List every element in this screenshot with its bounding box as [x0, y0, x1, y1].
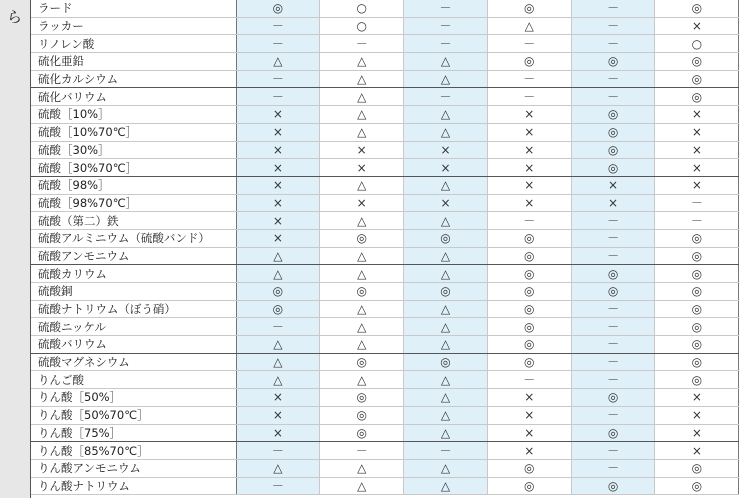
- resistance-rating-cell: －: [487, 88, 571, 106]
- resistance-rating-cell: ◎: [571, 159, 655, 177]
- resistance-rating-cell: ◎: [571, 265, 655, 283]
- resistance-rating-cell: △: [320, 53, 404, 71]
- resistance-rating-cell: △: [320, 123, 404, 141]
- resistance-rating-cell: ×: [236, 424, 320, 442]
- resistance-rating-cell: ◎: [655, 70, 739, 88]
- resistance-rating-cell: △: [320, 371, 404, 389]
- resistance-rating-cell: ×: [655, 17, 739, 35]
- resistance-rating-cell: ×: [320, 159, 404, 177]
- resistance-rating-cell: △: [320, 477, 404, 495]
- substance-name: 硫酸［30%］: [31, 141, 236, 159]
- resistance-rating-cell: ○: [320, 0, 404, 17]
- table-row: [31, 53, 739, 71]
- resistance-rating-cell: ◎: [571, 283, 655, 301]
- resistance-rating-cell: △: [236, 371, 320, 389]
- substance-name: 硫酸ナトリウム（ぼう硝）: [31, 300, 236, 318]
- substance-name: 硫酸アンモニウム: [31, 247, 236, 265]
- resistance-rating-cell: －: [320, 442, 404, 460]
- resistance-rating-cell: ◎: [320, 406, 404, 424]
- resistance-rating-cell: △: [487, 17, 571, 35]
- substance-name: りん酸［75%］: [31, 424, 236, 442]
- table-row: [31, 70, 739, 88]
- table-body: [31, 0, 739, 495]
- resistance-rating-cell: －: [571, 406, 655, 424]
- substance-name: りん酸［85%70℃］: [31, 442, 236, 460]
- table-row: [31, 389, 739, 407]
- resistance-rating-cell: △: [404, 424, 488, 442]
- table-row: [31, 176, 739, 194]
- resistance-rating-cell: －: [571, 0, 655, 17]
- resistance-rating-cell: △: [404, 300, 488, 318]
- resistance-rating-cell: ◎: [655, 247, 739, 265]
- resistance-rating-cell: ×: [487, 123, 571, 141]
- resistance-rating-cell: －: [571, 300, 655, 318]
- resistance-rating-cell: △: [404, 123, 488, 141]
- substance-name: 硫酸マグネシウム: [31, 353, 236, 371]
- substance-name: 硫化バリウム: [31, 88, 236, 106]
- substance-name: ラッカー: [31, 17, 236, 35]
- resistance-rating-cell: ◎: [655, 371, 739, 389]
- resistance-rating-cell: ×: [571, 176, 655, 194]
- resistance-rating-cell: －: [571, 17, 655, 35]
- resistance-rating-cell: △: [404, 70, 488, 88]
- resistance-rating-cell: △: [320, 88, 404, 106]
- resistance-rating-cell: －: [320, 35, 404, 53]
- resistance-rating-cell: －: [236, 70, 320, 88]
- table-row: [31, 318, 739, 336]
- substance-name: りん酸［50%70℃］: [31, 406, 236, 424]
- resistance-rating-cell: －: [571, 247, 655, 265]
- resistance-rating-cell: ×: [487, 424, 571, 442]
- resistance-rating-cell: △: [404, 212, 488, 230]
- resistance-rating-cell: ×: [655, 442, 739, 460]
- table-row: [31, 194, 739, 212]
- resistance-rating-cell: －: [236, 318, 320, 336]
- resistance-rating-cell: ◎: [655, 477, 739, 495]
- resistance-rating-cell: －: [404, 88, 488, 106]
- resistance-rating-cell: △: [236, 247, 320, 265]
- table-row: [31, 371, 739, 389]
- substance-name: りんご酸: [31, 371, 236, 389]
- resistance-rating-cell: ◎: [655, 53, 739, 71]
- resistance-rating-cell: ×: [487, 194, 571, 212]
- resistance-rating-cell: △: [404, 247, 488, 265]
- resistance-rating-cell: ◎: [404, 353, 488, 371]
- resistance-rating-cell: －: [571, 459, 655, 477]
- resistance-rating-cell: ×: [320, 141, 404, 159]
- resistance-rating-cell: ×: [404, 194, 488, 212]
- resistance-rating-cell: －: [236, 88, 320, 106]
- substance-name: 硫酸［30%70℃］: [31, 159, 236, 177]
- resistance-rating-cell: ×: [487, 389, 571, 407]
- resistance-rating-cell: ×: [655, 123, 739, 141]
- resistance-rating-cell: △: [404, 265, 488, 283]
- substance-name: 硫酸（第二）鉄: [31, 212, 236, 230]
- resistance-rating-cell: ×: [655, 159, 739, 177]
- resistance-rating-cell: △: [236, 353, 320, 371]
- substance-name: 硫酸［98%］: [31, 176, 236, 194]
- resistance-rating-cell: ×: [655, 106, 739, 124]
- resistance-rating-cell: ◎: [404, 283, 488, 301]
- resistance-rating-cell: ×: [655, 141, 739, 159]
- resistance-rating-cell: ◎: [487, 0, 571, 17]
- resistance-rating-cell: ◎: [571, 123, 655, 141]
- resistance-rating-cell: △: [320, 336, 404, 354]
- resistance-rating-cell: △: [404, 106, 488, 124]
- substance-name: 硫酸［98%70℃］: [31, 194, 236, 212]
- resistance-rating-cell: －: [571, 353, 655, 371]
- resistance-rating-cell: －: [236, 35, 320, 53]
- resistance-rating-cell: △: [320, 70, 404, 88]
- resistance-rating-cell: ◎: [487, 318, 571, 336]
- resistance-rating-cell: ×: [404, 141, 488, 159]
- resistance-rating-cell: ◎: [571, 141, 655, 159]
- resistance-rating-cell: －: [236, 17, 320, 35]
- resistance-rating-cell: △: [404, 389, 488, 407]
- resistance-rating-cell: －: [571, 371, 655, 389]
- substance-name: ラード: [31, 0, 236, 17]
- resistance-rating-cell: △: [404, 406, 488, 424]
- resistance-rating-cell: ◎: [320, 229, 404, 247]
- resistance-rating-cell: ◎: [320, 389, 404, 407]
- resistance-rating-cell: ×: [655, 389, 739, 407]
- resistance-rating-cell: ◎: [320, 353, 404, 371]
- table-row: [31, 477, 739, 495]
- table-row: [31, 336, 739, 354]
- resistance-rating-cell: ◎: [236, 0, 320, 17]
- resistance-rating-cell: ◎: [655, 336, 739, 354]
- resistance-rating-cell: ○: [655, 35, 739, 53]
- substance-name: 硫酸［10%70℃］: [31, 123, 236, 141]
- resistance-rating-cell: ◎: [487, 336, 571, 354]
- resistance-rating-cell: －: [404, 17, 488, 35]
- resistance-rating-cell: ◎: [655, 0, 739, 17]
- table-row: [31, 229, 739, 247]
- resistance-rating-cell: －: [404, 0, 488, 17]
- table-row: [31, 247, 739, 265]
- table-row: [31, 283, 739, 301]
- resistance-rating-cell: ×: [655, 176, 739, 194]
- resistance-rating-cell: ◎: [655, 318, 739, 336]
- resistance-rating-cell: －: [236, 477, 320, 495]
- table-row: [31, 300, 739, 318]
- resistance-rating-cell: △: [236, 265, 320, 283]
- resistance-rating-cell: ○: [320, 17, 404, 35]
- resistance-rating-cell: △: [404, 318, 488, 336]
- resistance-rating-cell: －: [571, 70, 655, 88]
- resistance-rating-cell: ◎: [236, 300, 320, 318]
- resistance-rating-cell: ◎: [571, 53, 655, 71]
- resistance-rating-cell: ◎: [655, 459, 739, 477]
- resistance-rating-cell: △: [320, 300, 404, 318]
- resistance-rating-cell: ◎: [487, 247, 571, 265]
- resistance-rating-cell: △: [236, 53, 320, 71]
- resistance-rating-cell: ◎: [487, 283, 571, 301]
- table-row: [31, 17, 739, 35]
- resistance-rating-cell: ◎: [571, 424, 655, 442]
- table-row: [31, 35, 739, 53]
- resistance-rating-cell: ◎: [236, 283, 320, 301]
- resistance-rating-cell: △: [320, 265, 404, 283]
- resistance-rating-cell: －: [571, 336, 655, 354]
- resistance-rating-cell: △: [320, 318, 404, 336]
- resistance-rating-cell: ◎: [655, 283, 739, 301]
- resistance-rating-cell: ×: [236, 406, 320, 424]
- substance-name: りん酸アンモニウム: [31, 459, 236, 477]
- resistance-rating-cell: ◎: [487, 459, 571, 477]
- resistance-rating-cell: ×: [487, 442, 571, 460]
- table-row: [31, 265, 739, 283]
- resistance-rating-cell: ×: [320, 194, 404, 212]
- resistance-rating-cell: －: [571, 229, 655, 247]
- resistance-rating-cell: ◎: [571, 389, 655, 407]
- resistance-rating-cell: ×: [236, 212, 320, 230]
- resistance-rating-cell: ×: [655, 406, 739, 424]
- resistance-rating-cell: △: [320, 212, 404, 230]
- resistance-rating-cell: ◎: [571, 106, 655, 124]
- table-row: [31, 141, 739, 159]
- section-index-char: ら: [7, 8, 23, 26]
- table-row: [31, 106, 739, 124]
- resistance-rating-cell: △: [404, 477, 488, 495]
- resistance-rating-cell: ×: [487, 106, 571, 124]
- resistance-rating-cell: ×: [236, 389, 320, 407]
- resistance-rating-cell: －: [404, 35, 488, 53]
- resistance-rating-cell: －: [487, 371, 571, 389]
- resistance-rating-cell: ◎: [655, 353, 739, 371]
- substance-name: 硫酸アルミニウム（硫酸バンド）: [31, 229, 236, 247]
- table-row: [31, 159, 739, 177]
- resistance-rating-cell: ×: [487, 159, 571, 177]
- resistance-rating-cell: △: [320, 459, 404, 477]
- resistance-rating-cell: ×: [487, 141, 571, 159]
- section-index-column: [0, 0, 31, 498]
- resistance-rating-cell: －: [655, 212, 739, 230]
- resistance-table: [31, 0, 739, 495]
- table-row: [31, 123, 739, 141]
- resistance-rating-cell: －: [571, 35, 655, 53]
- resistance-rating-cell: ◎: [320, 424, 404, 442]
- table-row: [31, 406, 739, 424]
- resistance-rating-cell: ×: [571, 194, 655, 212]
- resistance-rating-cell: ×: [236, 194, 320, 212]
- resistance-rating-cell: －: [571, 212, 655, 230]
- resistance-rating-cell: －: [571, 442, 655, 460]
- resistance-rating-cell: －: [571, 318, 655, 336]
- resistance-rating-cell: ◎: [655, 88, 739, 106]
- resistance-rating-cell: －: [655, 194, 739, 212]
- resistance-rating-cell: △: [320, 176, 404, 194]
- resistance-rating-cell: ◎: [655, 300, 739, 318]
- substance-name: りん酸［50%］: [31, 389, 236, 407]
- resistance-rating-cell: －: [487, 212, 571, 230]
- resistance-rating-cell: ×: [236, 159, 320, 177]
- table-row: [31, 212, 739, 230]
- resistance-rating-cell: ×: [236, 176, 320, 194]
- resistance-rating-cell: ×: [487, 176, 571, 194]
- resistance-rating-cell: △: [236, 459, 320, 477]
- substance-name: 硫酸［10%］: [31, 106, 236, 124]
- resistance-rating-cell: ◎: [487, 53, 571, 71]
- resistance-rating-cell: ◎: [487, 477, 571, 495]
- resistance-rating-cell: －: [404, 442, 488, 460]
- resistance-rating-cell: －: [487, 70, 571, 88]
- resistance-rating-cell: △: [404, 371, 488, 389]
- resistance-rating-cell: ×: [236, 123, 320, 141]
- resistance-rating-cell: △: [404, 459, 488, 477]
- resistance-rating-cell: △: [236, 336, 320, 354]
- resistance-rating-cell: △: [320, 247, 404, 265]
- resistance-rating-cell: －: [487, 35, 571, 53]
- resistance-rating-cell: ◎: [404, 229, 488, 247]
- table-row: [31, 88, 739, 106]
- resistance-rating-cell: －: [236, 442, 320, 460]
- substance-name: りん酸ナトリウム: [31, 477, 236, 495]
- table-row: [31, 459, 739, 477]
- resistance-rating-cell: ◎: [487, 265, 571, 283]
- resistance-rating-cell: ◎: [655, 229, 739, 247]
- substance-name: 硫酸銅: [31, 283, 236, 301]
- resistance-rating-cell: △: [404, 53, 488, 71]
- table-row: [31, 353, 739, 371]
- substance-name: 硫酸カリウム: [31, 265, 236, 283]
- table-row: [31, 0, 739, 17]
- table-row: [31, 442, 739, 460]
- resistance-rating-cell: ◎: [487, 229, 571, 247]
- resistance-rating-cell: △: [404, 336, 488, 354]
- substance-name: 硫化カルシウム: [31, 70, 236, 88]
- resistance-rating-cell: ◎: [487, 300, 571, 318]
- substance-name: 硫化亜鉛: [31, 53, 236, 71]
- substance-name: 硫酸ニッケル: [31, 318, 236, 336]
- resistance-rating-cell: ×: [236, 141, 320, 159]
- resistance-rating-cell: ◎: [571, 477, 655, 495]
- resistance-rating-cell: ×: [404, 159, 488, 177]
- substance-name: リノレン酸: [31, 35, 236, 53]
- resistance-rating-cell: ×: [236, 106, 320, 124]
- resistance-rating-cell: ×: [487, 406, 571, 424]
- resistance-rating-cell: ×: [655, 424, 739, 442]
- resistance-rating-cell: ◎: [487, 353, 571, 371]
- resistance-rating-cell: －: [571, 88, 655, 106]
- resistance-rating-cell: △: [404, 176, 488, 194]
- resistance-rating-cell: ◎: [320, 283, 404, 301]
- substance-name: 硫酸バリウム: [31, 336, 236, 354]
- resistance-rating-cell: ◎: [655, 265, 739, 283]
- resistance-rating-cell: △: [320, 106, 404, 124]
- table-row: [31, 424, 739, 442]
- resistance-rating-cell: ×: [236, 229, 320, 247]
